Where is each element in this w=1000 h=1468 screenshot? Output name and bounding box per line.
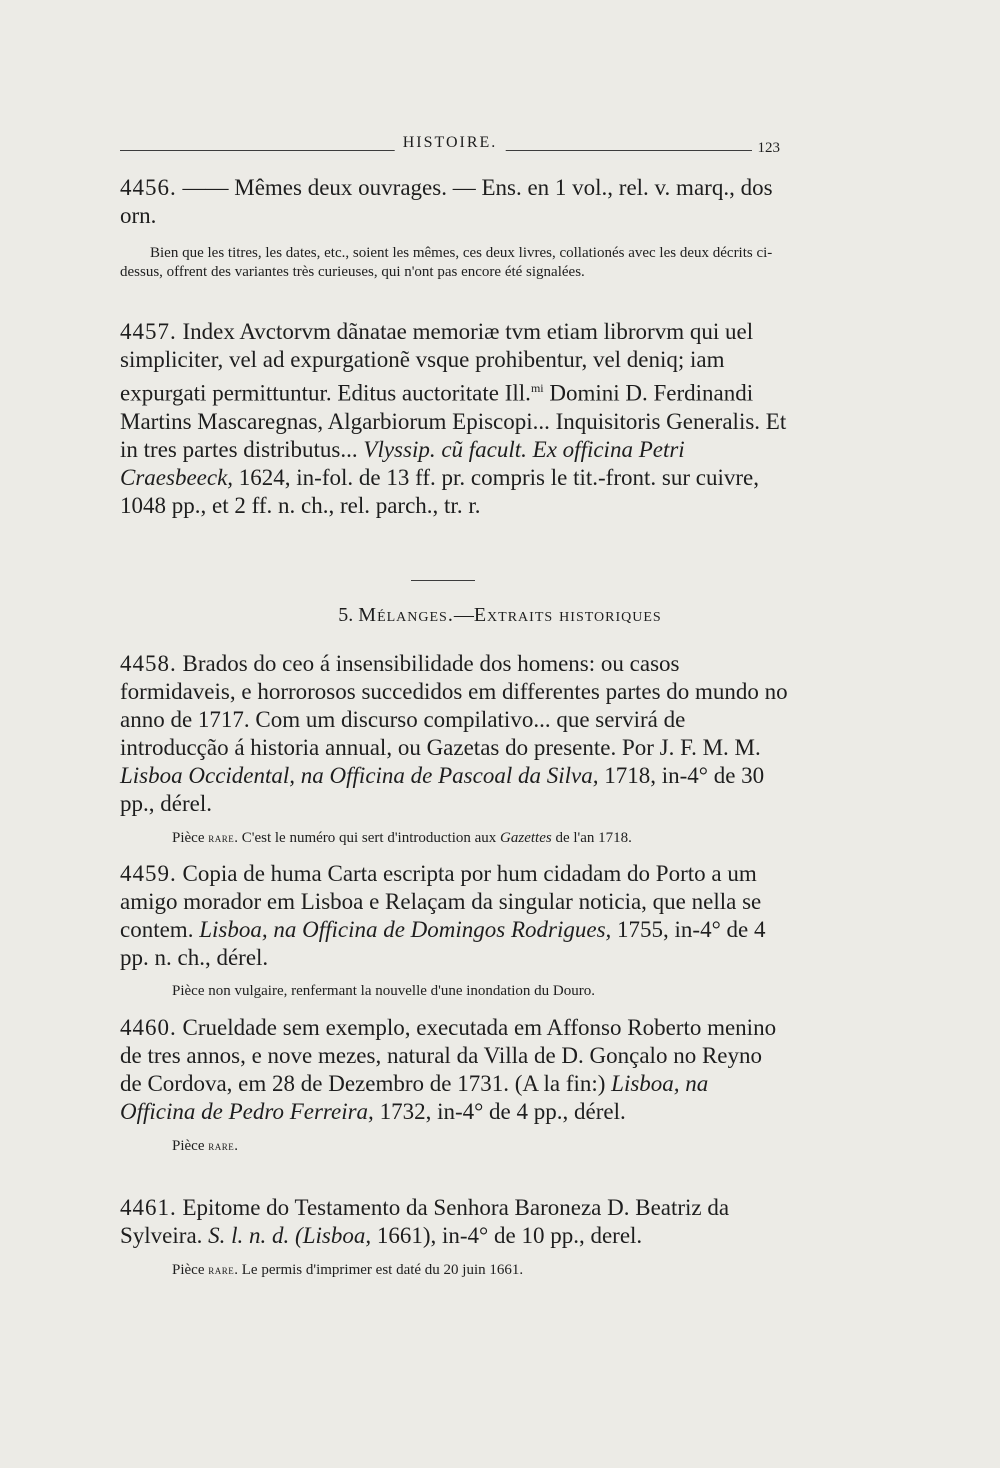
page-number: 123	[752, 140, 781, 157]
superscript: mi	[530, 381, 544, 395]
running-head	[120, 134, 780, 160]
entry-collation: 1624, in-fol. de 13 ff. pr. compris le tit.-front. sur cuivre, 1048 pp., et 2 ff. n. ch., rel. parch., tr. r.	[120, 464, 759, 518]
entry-text: Copia de huma Carta escripta por hum cidadam do Porto a um amigo morador em Lisboa e Relaçam da singular noticia, que nella se contem.	[120, 861, 762, 942]
entry-4459	[120, 860, 788, 1001]
entry-4457	[120, 318, 788, 520]
entry-number: 4461.	[120, 1195, 177, 1220]
entry-note: Bien que les titres, les dates, etc., soient les mêmes, ces deux livres, collationés avec les deux décrits ci-dessus, offrent des variantes très curieuses, qui n'ont pas encore été signalées.	[120, 245, 773, 280]
entry-collation: 1661), in-4° de 10 pp., derel.	[371, 1223, 643, 1248]
entry-text: Epitome do Testamento da Senhora Baroneza D. Beatriz da Sylveira.	[120, 1195, 730, 1248]
entry-collation: 1755, in-4° de 4 pp. n. ch., dérel.	[120, 917, 766, 970]
entry-number: 4460.	[120, 1015, 177, 1040]
imprint: S. l. n. d. (Lisboa,	[208, 1223, 372, 1248]
entry-text: Crueldade sem exemplo, executada em Affonso Roberto menino de tres annos, e nove mezes, natural da Villa de D. Gonçalo no Reyno de Cordova, em 28 de Dezembro de 1731. (A la fin:)	[120, 1015, 777, 1096]
running-title: HISTOIRE.	[395, 134, 506, 152]
section-title: Mélanges.	[358, 604, 454, 626]
entry-note: Pièce rare. C'est le numéro qui sert d'introduction aux Gazettes de l'an 1718.	[172, 830, 632, 846]
entry-collation: 1732, in-4° de 4 pp., dérel.	[373, 1099, 626, 1124]
imprint: Lisboa, na Officina de Domingos Rodrigues,	[199, 917, 612, 942]
section-dash: —	[453, 604, 474, 626]
entry-4461	[120, 1194, 788, 1280]
entry-number: 4458.	[120, 651, 177, 676]
entry-text-continued: Domini D. Ferdinandi Martins Mascaregnas, Algarbiorum Episcopi... Inquisitoris Generalis. Et in tres partes distributus...	[120, 380, 787, 462]
entry-4458	[120, 650, 788, 848]
section-heading	[120, 604, 880, 627]
entry-dash: ——	[182, 175, 229, 200]
section-subtitle: Extraits historiques	[473, 604, 662, 626]
entry-note: Pièce non vulgaire, renfermant la nouvelle d'une inondation du Douro.	[172, 983, 595, 999]
entry-text: Brados do ceo á insensibilidade dos homens: ou casos formidaveis, e horrorosos succedidos em differentes partes do mundo no anno de 1717. Com um discurso compilativo... que servirá de introducção á historia annual, ou Gazetas do presente. Por J. F. M. M.	[120, 651, 788, 760]
entry-4460	[120, 1014, 788, 1156]
entry-4456	[120, 174, 788, 282]
entry-note: Pièce rare.	[172, 1138, 238, 1154]
entry-text: Mêmes deux ouvrages. — Ens. en 1 vol., rel. v. marq., dos orn.	[120, 175, 773, 228]
imprint: Lisboa, na Officina de Pedro Ferreira,	[120, 1071, 709, 1124]
section-divider	[411, 580, 475, 581]
imprint: Lisboa Occidental, na Officina de Pascoal da Silva,	[120, 763, 599, 788]
section-number: 5.	[338, 604, 354, 626]
entry-text: Index Avctorvm dãnatae memoriæ tvm etiam librorvm qui uel simpliciter, vel ad expurgationẽ vsque prohibentur, vel deniq; iam expurgati permittuntur. Editus auctoritate Ill.	[120, 319, 754, 406]
entry-number: 4456.	[120, 175, 177, 200]
entry-number: 4457.	[120, 319, 177, 344]
entry-number: 4459.	[120, 861, 177, 886]
imprint: Vlyssip. cũ facult. Ex officina Petri Craesbeeck,	[120, 436, 685, 490]
entry-note: Pièce rare. Le permis d'imprimer est daté du 20 juin 1661.	[172, 1262, 524, 1278]
entry-collation: 1718, in-4° de 30 pp., dérel.	[120, 763, 765, 816]
